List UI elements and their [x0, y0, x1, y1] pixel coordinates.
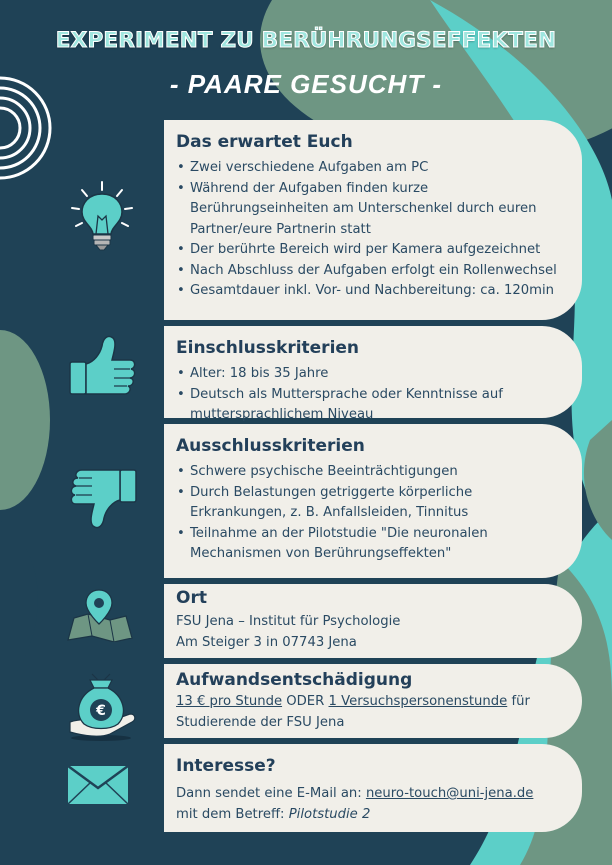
- interest-subject-label: mit dem Betreff:: [176, 806, 285, 822]
- location-line-2: Am Steiger 3 in 07743 Jena: [176, 634, 357, 650]
- interest-subject: Pilotstudie 2: [288, 806, 371, 822]
- lightbulb-icon: [68, 180, 136, 256]
- list-item: • Schwere psychische Beeinträchtigungen: [176, 462, 562, 483]
- location-line-1: FSU Jena – Institut für Psychologie: [176, 614, 401, 629]
- inclusion-list: [176, 364, 562, 426]
- money-bag-icon: [64, 666, 138, 742]
- header: [0, 28, 612, 100]
- exclusion-list: [176, 462, 562, 565]
- card-compensation: [164, 664, 582, 738]
- list-item: • Alter: 18 bis 35 Jahre: [176, 364, 562, 385]
- list-item: • Deutsch als Muttersprache oder Kenntnisse auf muttersprachlichem Niveau: [176, 385, 562, 426]
- card-inclusion: [164, 326, 582, 422]
- compensation-option-hourly: 13 € pro Stunde: [176, 694, 283, 709]
- card-exclusion: [164, 424, 582, 578]
- interest-line-1: [176, 784, 562, 805]
- list-item: • Der berührte Bereich wird per Kamera aufgezeichnet: [176, 240, 562, 261]
- compensation-option-credit: 1 Versuchspersonenstunde: [328, 694, 508, 709]
- bg-sage-left: [0, 330, 50, 510]
- section-title-compensation: Aufwandsentschädigung: [176, 670, 413, 690]
- page-subtitle: - PAARE GESUCHT -: [169, 69, 443, 99]
- card-expectations: [164, 120, 582, 320]
- section-title-exclusion: Ausschlusskriterien: [176, 436, 365, 456]
- list-item: • Während der Aufgaben finden kurze Berührungseinheiten am Unterschenkel durch euren Partner/eure Partnerin statt: [176, 179, 562, 241]
- thumbs-up-icon: [68, 332, 138, 398]
- thumbs-down-icon: [68, 466, 138, 534]
- list-item: • Nach Abschluss der Aufgaben erfolgt ein Rollenwechsel: [176, 261, 562, 282]
- section-title-inclusion: Einschlusskriterien: [176, 338, 360, 358]
- compensation-rest: für Studierende der FSU Jena: [176, 694, 530, 730]
- interest-line-2: [176, 805, 562, 826]
- compensation-or: ODER: [286, 694, 325, 709]
- card-interest: [164, 744, 582, 832]
- list-item: • Teilnahme an der Pilotstudie "Die neuronalen Mechanismen von Berührungseffekten": [176, 524, 562, 565]
- list-item: • Durch Belastungen getriggerte körperliche Erkrankungen, z. B. Anfallsleiden, Tinnitus: [176, 483, 562, 524]
- interest-intro: Dann sendet eine E-Mail an:: [176, 786, 362, 801]
- euro-symbol: €: [96, 703, 106, 719]
- section-title-expectations: Das erwartet Euch: [176, 132, 353, 152]
- expectations-list: [176, 158, 562, 302]
- page-title: EXPERIMENT ZU BERÜHRUNGSEFFEKTEN: [55, 28, 557, 53]
- section-title-interest: Interesse?: [176, 756, 276, 776]
- card-location: [164, 584, 582, 658]
- list-item: • Zwei verschiedene Aufgaben am PC: [176, 158, 562, 179]
- list-item: • Gesamtdauer inkl. Vor- und Nachbereitung: ca. 120min: [176, 281, 562, 302]
- section-title-location: Ort: [176, 588, 207, 608]
- map-pin-icon: [64, 588, 134, 642]
- envelope-icon: [68, 766, 128, 804]
- email-link[interactable]: neuro-touch@uni-jena.de: [365, 786, 534, 801]
- compensation-text: [176, 692, 562, 733]
